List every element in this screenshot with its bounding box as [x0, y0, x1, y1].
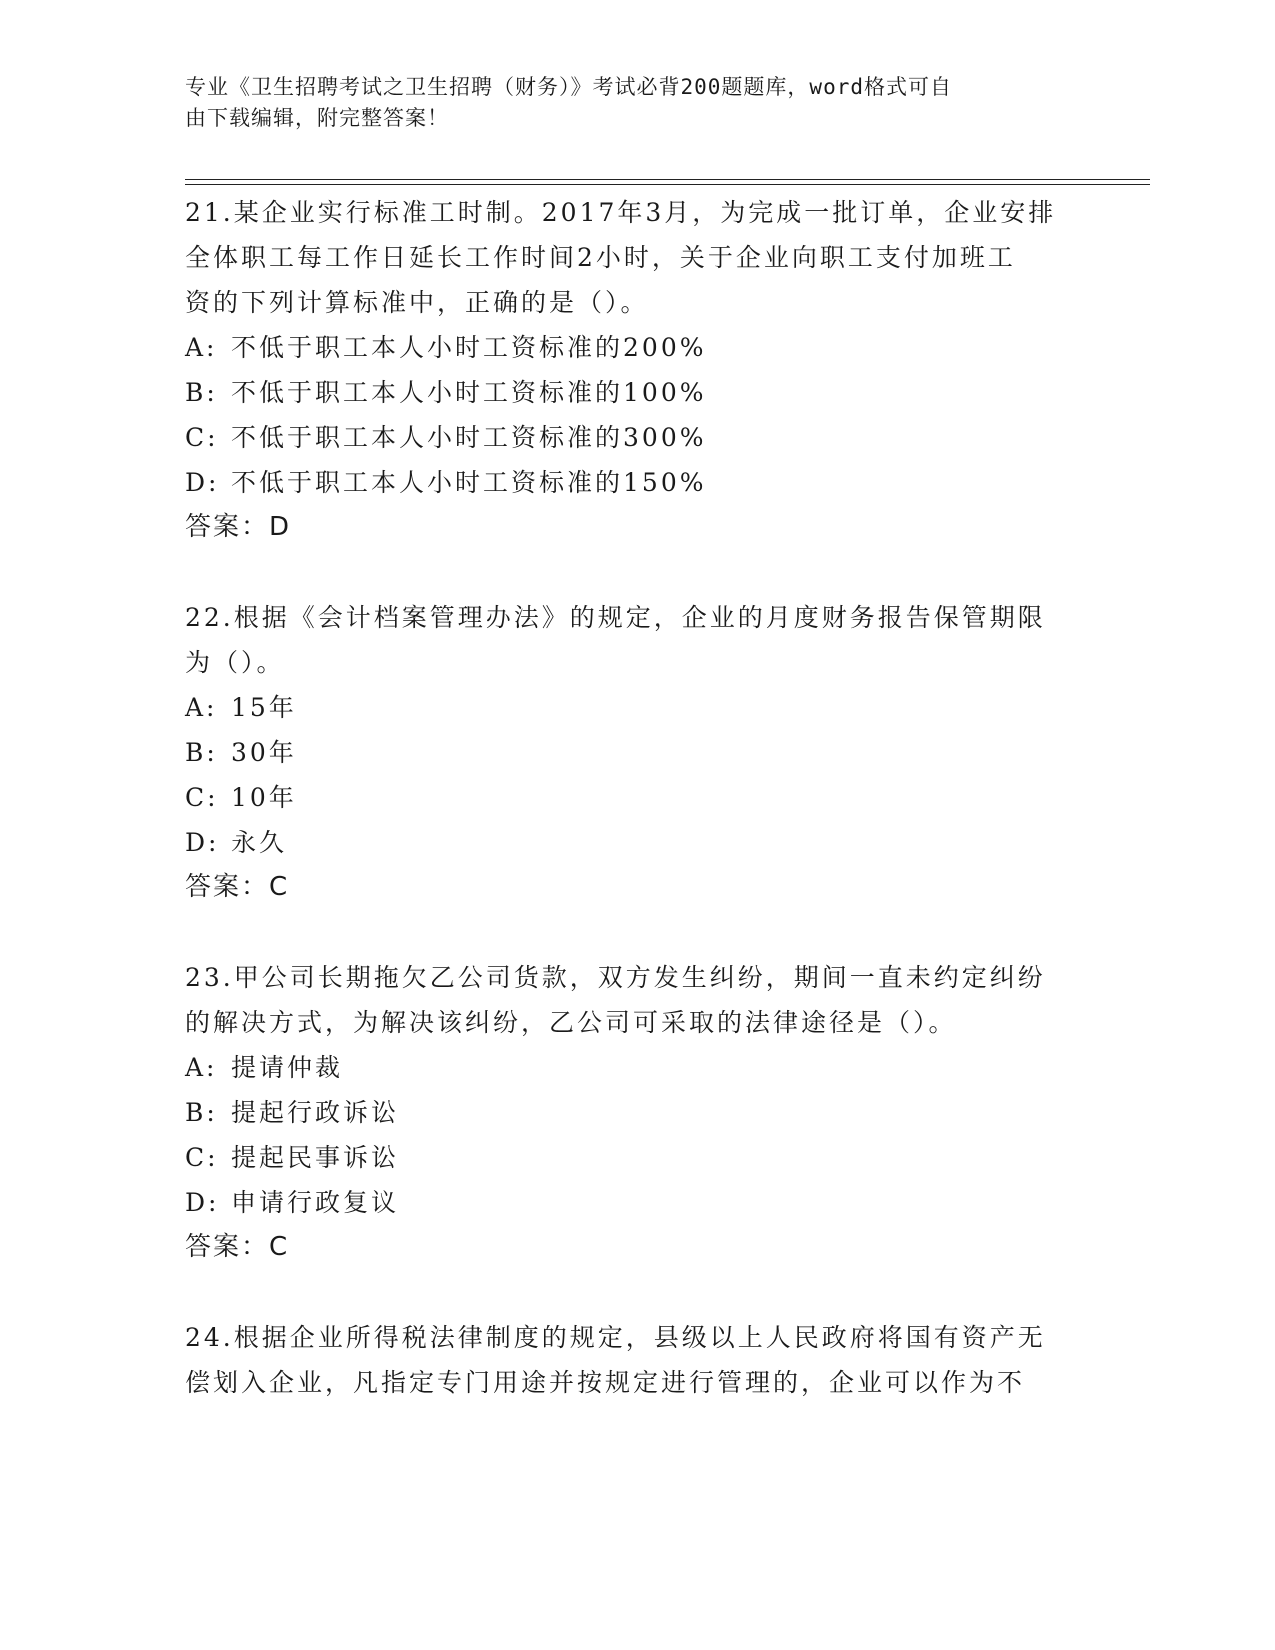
option-a: [185, 1045, 1085, 1090]
question-text-line: 24.根据企业所得税法律制度的规定，县级以上人民政府将国有资产无: [185, 1323, 1046, 1352]
answer-line: 答案：D: [185, 512, 292, 542]
option-key: D:: [185, 828, 220, 857]
question-text-line: 23.甲公司长期拖欠乙公司货款，双方发生纠纷，期间一直未约定纠纷: [185, 963, 1046, 992]
option-text: 申请行政复议: [231, 1188, 400, 1217]
question-24: [185, 1315, 1085, 1405]
option-c: [185, 1135, 1085, 1180]
option-text: 不低于职工本人小时工资标准的300%: [231, 423, 707, 452]
question-text-line: 偿划入企业，凡指定专门用途并按规定进行管理的，企业可以作为不: [185, 1368, 1026, 1397]
option-key: A:: [185, 1053, 218, 1082]
option-text: 不低于职工本人小时工资标准的100%: [231, 378, 707, 407]
question-text-line: 全体职工每工作日延长工作时间2小时，关于企业向职工支付加班工: [185, 243, 1016, 272]
question-text-line: 21.某企业实行标准工时制。2017年3月，为完成一批订单，企业安排: [185, 198, 1057, 227]
question-text-line: 资的下列计算标准中，正确的是（）。: [185, 288, 649, 317]
option-text: 提起民事诉讼: [231, 1143, 400, 1172]
question-text-line: 22.根据《会计档案管理办法》的规定，企业的月度财务报告保管期限: [185, 603, 1046, 632]
header-divider-top: [185, 179, 1150, 180]
option-text: 30年: [231, 738, 297, 767]
answer-line: 答案：C: [185, 1232, 290, 1262]
question-list: [185, 190, 1085, 1405]
option-key: B:: [185, 738, 218, 767]
header-title-line-2: 由下载编辑，附完整答案！: [185, 106, 449, 130]
option-key: C:: [185, 783, 219, 812]
question-text-line: 为（）。: [185, 648, 285, 677]
option-b: [185, 1090, 1085, 1135]
option-a: [185, 685, 1085, 730]
option-c: [185, 775, 1085, 820]
option-text: 15年: [231, 693, 297, 722]
question-21: [185, 190, 1085, 550]
option-d: [185, 1180, 1085, 1225]
option-key: C:: [185, 423, 219, 452]
question-text-line: 的解决方式，为解决该纠纷，乙公司可采取的法律途径是（）。: [185, 1008, 957, 1037]
option-text: 提请仲裁: [231, 1053, 344, 1082]
option-key: A:: [185, 333, 218, 362]
document-header: [185, 72, 1065, 134]
option-b: [185, 370, 1085, 415]
question-23: [185, 955, 1085, 1270]
option-key: C:: [185, 1143, 219, 1172]
header-title-line-1: 专业《卫生招聘考试之卫生招聘（财务）》考试必背200题题库，word格式可自: [185, 75, 952, 99]
option-key: A:: [185, 693, 218, 722]
option-key: D:: [185, 1188, 220, 1217]
option-key: D:: [185, 468, 220, 497]
spacer: [185, 550, 1085, 595]
option-text: 永久: [231, 828, 288, 857]
option-text: 10年: [231, 783, 297, 812]
answer-line: 答案：C: [185, 872, 290, 902]
option-c: [185, 415, 1085, 460]
option-d: [185, 460, 1085, 505]
option-key: B:: [185, 378, 218, 407]
option-text: 提起行政诉讼: [231, 1098, 400, 1127]
spacer: [185, 1270, 1085, 1315]
header-divider-bottom: [185, 184, 1150, 185]
option-text: 不低于职工本人小时工资标准的150%: [231, 468, 707, 497]
question-22: [185, 595, 1085, 910]
option-b: [185, 730, 1085, 775]
option-text: 不低于职工本人小时工资标准的200%: [231, 333, 707, 362]
option-d: [185, 820, 1085, 865]
option-a: [185, 325, 1085, 370]
spacer: [185, 910, 1085, 955]
option-key: B:: [185, 1098, 218, 1127]
